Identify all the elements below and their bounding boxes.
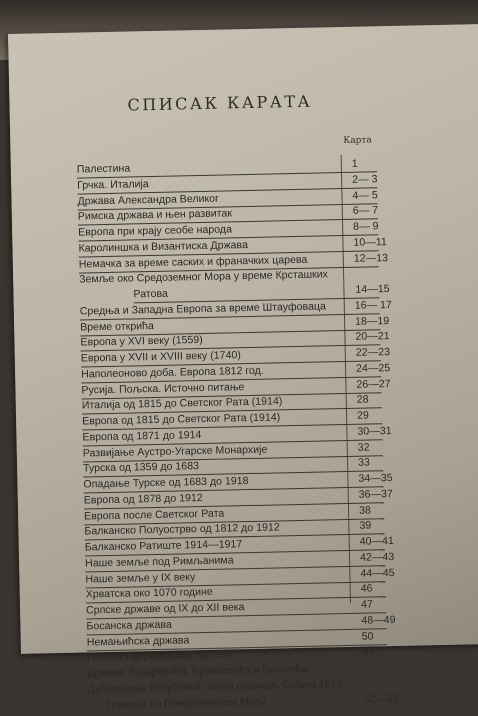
map-title: Балканско Полуострво од 1812 до 1912 bbox=[84, 521, 280, 538]
map-title: Дубровачка Република. Војна граница. Србија 1912. bbox=[87, 677, 346, 696]
map-title: Европа при крају сеобе народа bbox=[78, 223, 233, 239]
map-title: Развијање Аустро-Угарске Монархије bbox=[82, 443, 268, 460]
map-list bbox=[8, 24, 478, 711]
map-number: 18—19 bbox=[354, 314, 390, 328]
map-title: Европа после Светског Рата bbox=[83, 507, 225, 523]
map-title: Опадање Турске од 1683 до 1918 bbox=[83, 475, 249, 491]
map-number: 20—21 bbox=[355, 330, 390, 344]
map-title: Европа од 1815 до Светског Рата (1914) bbox=[82, 411, 281, 428]
map-number: 36—37 bbox=[358, 487, 394, 501]
map-number: 47 bbox=[360, 598, 373, 611]
map-number: 10—11 bbox=[353, 235, 387, 249]
map-number: 34—35 bbox=[358, 472, 393, 485]
map-title: Палестина bbox=[76, 162, 131, 176]
map-title: Европа у XVII и XVIII веку (1740) bbox=[80, 349, 241, 365]
map-title: Средња и Западна Европа за време Штауфоваца bbox=[79, 300, 327, 318]
map-title: Држава Александра Великог bbox=[77, 192, 220, 208]
map-title: Ратова bbox=[133, 287, 169, 301]
map-title: Турска од 1359 до 1683 bbox=[82, 460, 200, 475]
map-title: Српске државе од IX до XII века bbox=[85, 601, 245, 617]
map-title: Римска држава и њен развитак bbox=[77, 207, 233, 223]
map-title: Грчка. Италија bbox=[77, 177, 149, 192]
map-column-heading: Карта bbox=[343, 135, 372, 147]
map-number: 39 bbox=[359, 519, 372, 532]
map-title: Граница по Пожаревачком Миру bbox=[105, 695, 266, 711]
map-number: 40—41 bbox=[359, 535, 395, 548]
map-number: 44—45 bbox=[360, 566, 395, 580]
map-title: Наше земље у IX веку bbox=[85, 570, 196, 585]
map-number: 30—31 bbox=[357, 424, 392, 438]
map-title: Италија од 1815 до Светског Рата (1914) bbox=[81, 395, 283, 412]
map-title: Немањићска држава bbox=[86, 633, 190, 648]
map-number: 48—49 bbox=[361, 613, 396, 627]
map-title: Земље око Средоземног Мора у време Крсташких bbox=[79, 268, 329, 286]
map-title: Државе Лазаревића, Бранковића и Баошића bbox=[87, 662, 308, 680]
map-number: 32 bbox=[357, 441, 370, 454]
map-number: 6— 7 bbox=[352, 204, 379, 218]
map-title: Каролиншка и Византиска Држава bbox=[78, 238, 249, 255]
map-number: 38 bbox=[358, 504, 371, 517]
map-number: 2— 3 bbox=[351, 173, 378, 186]
map-title: Хрватска око 1070 године bbox=[85, 586, 213, 601]
map-number: 52—53 bbox=[363, 692, 399, 706]
map-number: 42—43 bbox=[359, 550, 395, 564]
map-number: 22—23 bbox=[355, 346, 391, 359]
map-number: 26—27 bbox=[356, 377, 391, 391]
map-number: 8— 9 bbox=[352, 220, 379, 233]
map-number: 12—13 bbox=[353, 251, 389, 265]
map-title: Немачка за време саских и франачких царева bbox=[78, 253, 308, 271]
map-number: 33 bbox=[357, 456, 370, 470]
book-page bbox=[8, 24, 478, 711]
map-title: Европа у XVI веку (1559) bbox=[80, 334, 203, 349]
map-title: Пећска Патријаршија од 1557 bbox=[86, 648, 234, 664]
map-number: 14—15 bbox=[355, 283, 390, 296]
map-title: Наше земље под Римљанима bbox=[84, 554, 234, 570]
map-number: 1 bbox=[351, 157, 358, 170]
map-number: 16— 17 bbox=[354, 298, 392, 312]
map-title: Русија. Пољска. Источно питање bbox=[81, 380, 245, 397]
map-title: Европа од 1871 до 1914 bbox=[82, 428, 202, 444]
map-number: 4— 5 bbox=[352, 188, 378, 202]
map-number: 46 bbox=[360, 582, 373, 595]
map-title: Време открића bbox=[80, 319, 154, 334]
map-number: 50 bbox=[361, 629, 374, 643]
map-number: 29 bbox=[356, 409, 369, 422]
map-title: Балканско Ратиште 1914—1917 bbox=[84, 538, 243, 554]
map-title: Европа од 1878 до 1912 bbox=[83, 491, 203, 507]
map-title: Босанска држава bbox=[86, 618, 172, 633]
page-title: СПИСАК КАРАТА bbox=[127, 91, 313, 115]
map-title: Наполеоново доба. Европа 1812 год. bbox=[81, 364, 264, 381]
map-number: 51 bbox=[361, 645, 374, 658]
map-number: 28 bbox=[356, 393, 369, 407]
map-number: 24—25 bbox=[355, 361, 391, 375]
